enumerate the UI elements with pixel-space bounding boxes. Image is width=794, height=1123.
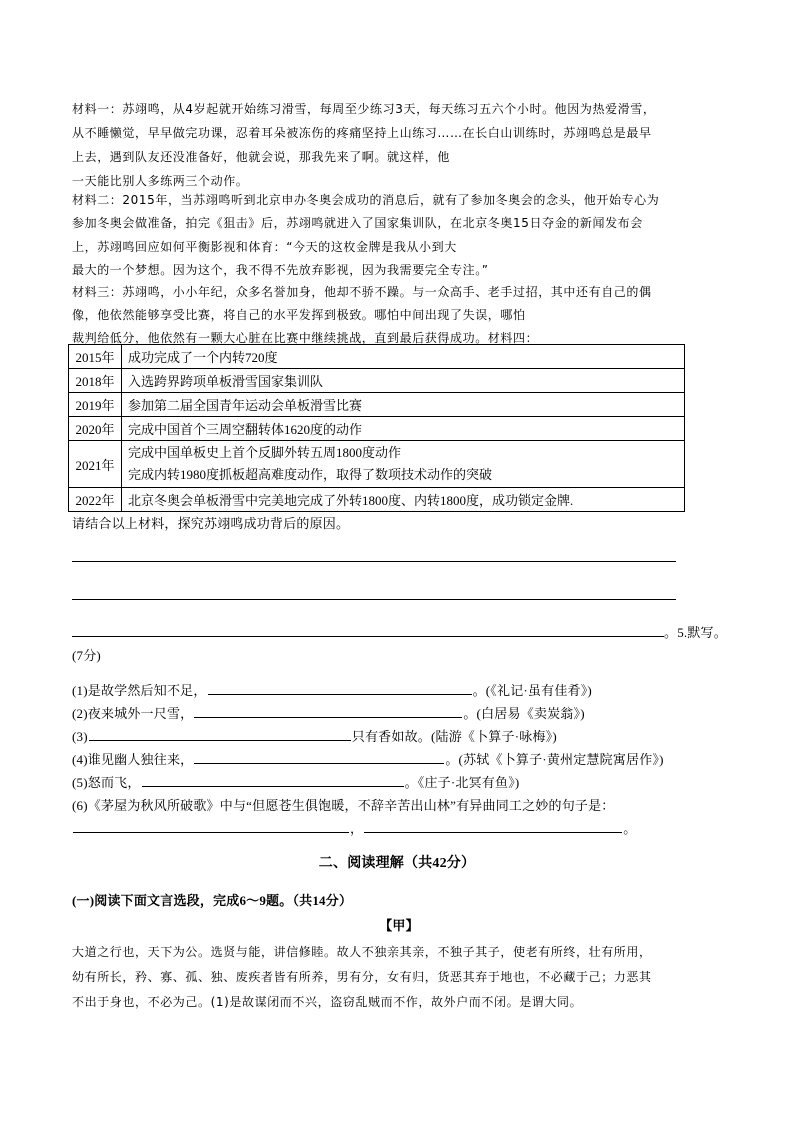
- passage-label: 【甲】: [379, 918, 419, 933]
- timeline-event: 参加第二届全国青年运动会单板滑雪比赛: [122, 393, 685, 417]
- material-2-line-3: 上，苏翊鸣回应如何平衡影视和体育：“今天的这枚金牌是我从小到大: [72, 240, 457, 254]
- timeline-event: 北京冬奥会单板滑雪中完美地完成了外转1800度、内转1800度，成功锁定金牌.: [122, 488, 685, 512]
- timeline-row: [69, 441, 685, 488]
- answer-line[interactable]: [72, 636, 664, 637]
- timeline-event: 成功完成了一个内转720度: [122, 345, 685, 369]
- comma-separator: ，: [350, 821, 364, 836]
- timeline-year: 2015年: [69, 345, 122, 369]
- material-1-line-4: 一天能比别人多练两三个动作。: [72, 174, 249, 188]
- question-4-prompt: 请结合以上材料，探究苏翊鸣成功背后的原因。: [72, 516, 350, 531]
- material-3-line-1: 材料三：苏翊鸣，小小年纪，众多名誉加身，他却不骄不躁。与一众高手、老手过招，其中还有自己的偶: [72, 285, 652, 299]
- dictation-source: 。《庄子·北冥有鱼》): [404, 775, 520, 790]
- material-3-line-3: 裁判给低分，他依然有一颗大心脏在比赛中继续挑战，直到最后获得成功。材料四：: [72, 331, 539, 345]
- timeline-year: 2018年: [69, 369, 122, 393]
- timeline-year: 2021年: [69, 441, 122, 488]
- dictation-item-5: [72, 772, 519, 791]
- dictation-text: (1)是故学然后知不足，: [72, 683, 207, 698]
- dictation-source: 。(《礼记·虽有佳肴》): [472, 683, 592, 698]
- section-subtitle: (一)阅读下面文言选段，完成6～9题。（共14分）: [72, 893, 353, 908]
- timeline-year: 2020年: [69, 417, 122, 441]
- timeline-event: [122, 441, 685, 488]
- timeline-row: [69, 417, 685, 441]
- dictation-item-3: [72, 726, 557, 745]
- dictation-source: 。(白居易《卖炭翁》): [463, 706, 585, 721]
- blank-field[interactable]: [89, 726, 351, 741]
- dictation-item-6-answers: [72, 818, 636, 837]
- blank-field[interactable]: [194, 749, 444, 764]
- answer-line[interactable]: [72, 599, 676, 600]
- section-title: 二、阅读理解（共42分）: [318, 856, 476, 871]
- passage-line-1: 大道之行也，天下为公。选贤与能，讲信修睦。故人不独亲其亲，不独子其子，使老有所终，壮有所用，: [72, 945, 652, 959]
- timeline-row: [69, 393, 685, 417]
- dictation-item-6: (6)《茅屋为秋风所破歌》中与“但愿苍生俱饱暖，不辞辛苦出山林”有异曲同工之妙的句子是：: [72, 798, 615, 813]
- blank-field[interactable]: [142, 772, 404, 787]
- timeline-row: [69, 488, 685, 512]
- material-3-line-2: 像，他依然能够享受比赛，将自己的水平发挥到极致。哪怕中间出现了失误，哪怕: [72, 308, 526, 322]
- dictation-text: (4)谁见幽人独往来，: [72, 752, 194, 767]
- material-1-line-2: 从不睡懒觉，早早做完功课，忍着耳朵被冻伤的疼痛坚持上山练习……在长白山训练时，苏翊鸣总是最早: [72, 126, 652, 140]
- dictation-item-4: [72, 749, 664, 768]
- dictation-item-1: [72, 680, 592, 699]
- dictation-text: (5)怒而飞，: [72, 775, 141, 790]
- answer-line[interactable]: [72, 561, 676, 562]
- passage-line-3: 不出于身也，不必为己。(1)是故谋闭而不兴，盗窃乱贼而不作，故外户而不闭。是谓大同。: [72, 995, 583, 1009]
- material-2-line-1: 材料二：2015年，当苏翊鸣听到北京申办冬奥会成功的消息后，就有了参加冬奥会的念头，他开始专心为: [72, 193, 660, 207]
- dictation-text: (2)夜来城外一尺雪，: [72, 706, 194, 721]
- question-5-title: 。5.默写。: [664, 625, 727, 640]
- material-2-line-4: 最大的一个梦想。因为这个，我不得不先放弃影视，因为我需要完全专注。”: [72, 263, 489, 277]
- blank-field[interactable]: [194, 703, 462, 718]
- timeline-year: 2019年: [69, 393, 122, 417]
- dictation-source: 只有香如故。(陆游《卜算子·咏梅》): [351, 729, 557, 744]
- material-1-line-1: 材料一：苏翊鸣，从4岁起就开始练习滑雪，每周至少练习3天，每天练习五六个小时。他因为热爱滑雪，: [72, 102, 656, 116]
- material-2-line-2: 参加冬奥会做准备，拍完《狙击》后，苏翊鸣就进入了国家集训队，在北京冬奥15日夺金的新闻发布会: [72, 216, 643, 230]
- blank-field[interactable]: [208, 680, 472, 695]
- timeline-event: 完成中国首个三周空翻转体1620度的动作: [122, 417, 685, 441]
- timeline-event-line: 完成中国单板史上首个反脚外转五周1800度动作: [128, 445, 402, 460]
- timeline-row: [69, 345, 685, 369]
- timeline-event: 入选跨界跨项单板滑雪国家集训队: [122, 369, 685, 393]
- dictation-item-2: [72, 703, 585, 722]
- question-5-points: (7分): [72, 648, 101, 663]
- blank-field[interactable]: [73, 818, 349, 833]
- timeline-year: 2022年: [69, 488, 122, 512]
- dictation-text: (3): [72, 729, 88, 744]
- timeline-row: [69, 369, 685, 393]
- timeline-event-line: 完成内转1980度抓板超高难度动作，取得了数项技术动作的突破: [128, 467, 493, 482]
- material-1-line-3: 上去，遇到队友还没准备好，他就会说，那我先来了啊。就这样，他: [72, 150, 451, 164]
- passage-line-2: 幼有所长，矜、寡、孤、独、废疾者皆有所养，男有分，女有归，货恶其弃于地也，不必藏于己；力恶其: [72, 970, 652, 984]
- dictation-source: 。(苏轼《卜算子·黄州定慧院寓居作》): [445, 752, 664, 767]
- blank-field[interactable]: [364, 818, 622, 833]
- period: 。: [623, 821, 637, 836]
- timeline-table: [68, 344, 685, 512]
